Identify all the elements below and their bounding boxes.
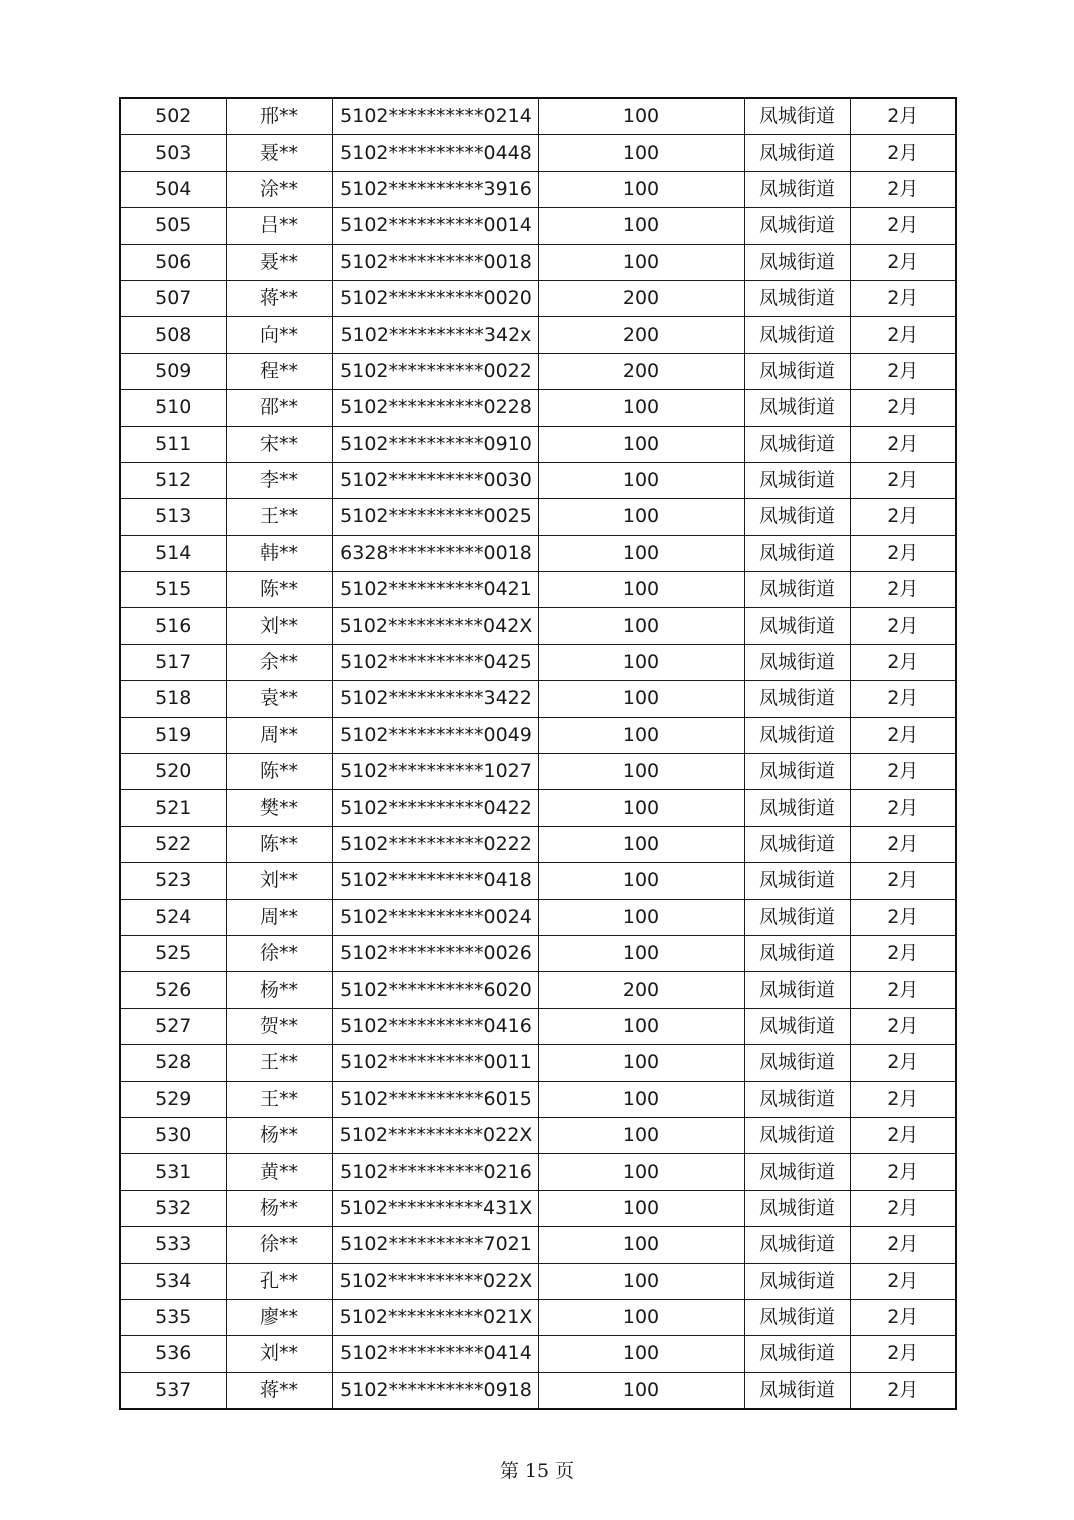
serial-number-cell: 537: [120, 1372, 226, 1409]
street-cell: 凤城街道: [744, 1263, 850, 1299]
month-cell: 2月: [850, 1372, 956, 1409]
table-body: [120, 98, 956, 1409]
amount-cell: 100: [538, 754, 744, 790]
name-cell: 王**: [226, 1081, 332, 1117]
name-cell: 韩**: [226, 535, 332, 571]
serial-number-cell: 515: [120, 572, 226, 608]
amount-cell: 100: [538, 644, 744, 680]
amount-cell: 100: [538, 426, 744, 462]
id-number-cell: 5102**********3916: [332, 171, 538, 207]
id-number-cell: 5102**********1027: [332, 754, 538, 790]
serial-number-cell: 519: [120, 717, 226, 753]
month-cell: 2月: [850, 390, 956, 426]
month-cell: 2月: [850, 208, 956, 244]
serial-number-cell: 508: [120, 317, 226, 353]
street-cell: 凤城街道: [744, 863, 850, 899]
month-cell: 2月: [850, 1045, 956, 1081]
serial-number-cell: 533: [120, 1227, 226, 1263]
serial-number-cell: 531: [120, 1154, 226, 1190]
serial-number-cell: 522: [120, 826, 226, 862]
serial-number-cell: 511: [120, 426, 226, 462]
name-cell: 涂**: [226, 171, 332, 207]
street-cell: 凤城街道: [744, 462, 850, 498]
name-cell: 陈**: [226, 572, 332, 608]
table-row: [120, 935, 956, 971]
table-row: [120, 1372, 956, 1409]
id-number-cell: 5102**********3422: [332, 681, 538, 717]
amount-cell: 100: [538, 681, 744, 717]
name-cell: 周**: [226, 717, 332, 753]
month-cell: 2月: [850, 1190, 956, 1226]
amount-cell: 200: [538, 353, 744, 389]
id-number-cell: 5102**********0014: [332, 208, 538, 244]
name-cell: 宋**: [226, 426, 332, 462]
street-cell: 凤城街道: [744, 1008, 850, 1044]
amount-cell: 100: [538, 1372, 744, 1409]
amount-cell: 100: [538, 790, 744, 826]
table-row: [120, 98, 956, 135]
amount-cell: 100: [538, 935, 744, 971]
amount-cell: 100: [538, 135, 744, 171]
serial-number-cell: 528: [120, 1045, 226, 1081]
id-number-cell: 5102**********0030: [332, 462, 538, 498]
name-cell: 余**: [226, 644, 332, 680]
month-cell: 2月: [850, 317, 956, 353]
table-row: [120, 826, 956, 862]
street-cell: 凤城街道: [744, 790, 850, 826]
id-number-cell: 5102**********0018: [332, 244, 538, 280]
id-number-cell: 5102**********0416: [332, 1008, 538, 1044]
amount-cell: 100: [538, 499, 744, 535]
month-cell: 2月: [850, 790, 956, 826]
id-number-cell: 6328**********0018: [332, 535, 538, 571]
amount-cell: 100: [538, 1045, 744, 1081]
name-cell: 樊**: [226, 790, 332, 826]
name-cell: 刘**: [226, 1336, 332, 1372]
street-cell: 凤城街道: [744, 171, 850, 207]
name-cell: 孔**: [226, 1263, 332, 1299]
amount-cell: 200: [538, 972, 744, 1008]
id-number-cell: 5102**********0421: [332, 572, 538, 608]
serial-number-cell: 502: [120, 98, 226, 135]
street-cell: 凤城街道: [744, 1117, 850, 1153]
street-cell: 凤城街道: [744, 317, 850, 353]
table-row: [120, 244, 956, 280]
serial-number-cell: 514: [120, 535, 226, 571]
id-number-cell: 5102**********6015: [332, 1081, 538, 1117]
amount-cell: 100: [538, 1336, 744, 1372]
table-row: [120, 899, 956, 935]
table-row: [120, 972, 956, 1008]
amount-cell: 200: [538, 280, 744, 316]
amount-cell: 200: [538, 317, 744, 353]
subsidy-roster-table: [119, 97, 957, 1410]
month-cell: 2月: [850, 280, 956, 316]
name-cell: 王**: [226, 1045, 332, 1081]
amount-cell: 100: [538, 98, 744, 135]
amount-cell: 100: [538, 1263, 744, 1299]
name-cell: 袁**: [226, 681, 332, 717]
name-cell: 徐**: [226, 1227, 332, 1263]
month-cell: 2月: [850, 681, 956, 717]
serial-number-cell: 527: [120, 1008, 226, 1044]
month-cell: 2月: [850, 1117, 956, 1153]
id-number-cell: 5102**********7021: [332, 1227, 538, 1263]
street-cell: 凤城街道: [744, 754, 850, 790]
serial-number-cell: 504: [120, 171, 226, 207]
street-cell: 凤城街道: [744, 1227, 850, 1263]
serial-number-cell: 507: [120, 280, 226, 316]
street-cell: 凤城街道: [744, 608, 850, 644]
serial-number-cell: 534: [120, 1263, 226, 1299]
month-cell: 2月: [850, 572, 956, 608]
street-cell: 凤城街道: [744, 1190, 850, 1226]
id-number-cell: 5102**********0910: [332, 426, 538, 462]
street-cell: 凤城街道: [744, 644, 850, 680]
month-cell: 2月: [850, 935, 956, 971]
table-row: [120, 171, 956, 207]
serial-number-cell: 512: [120, 462, 226, 498]
month-cell: 2月: [850, 972, 956, 1008]
street-cell: 凤城街道: [744, 717, 850, 753]
name-cell: 黄**: [226, 1154, 332, 1190]
month-cell: 2月: [850, 1008, 956, 1044]
table-row: [120, 1154, 956, 1190]
id-number-cell: 5102**********0918: [332, 1372, 538, 1409]
street-cell: 凤城街道: [744, 1336, 850, 1372]
street-cell: 凤城街道: [744, 208, 850, 244]
serial-number-cell: 503: [120, 135, 226, 171]
table-row: [120, 1299, 956, 1335]
table-row: [120, 1263, 956, 1299]
name-cell: 陈**: [226, 754, 332, 790]
name-cell: 贺**: [226, 1008, 332, 1044]
street-cell: 凤城街道: [744, 1081, 850, 1117]
month-cell: 2月: [850, 863, 956, 899]
amount-cell: 100: [538, 1081, 744, 1117]
amount-cell: 100: [538, 572, 744, 608]
id-number-cell: 5102**********0214: [332, 98, 538, 135]
street-cell: 凤城街道: [744, 426, 850, 462]
serial-number-cell: 505: [120, 208, 226, 244]
street-cell: 凤城街道: [744, 572, 850, 608]
amount-cell: 100: [538, 208, 744, 244]
month-cell: 2月: [850, 1336, 956, 1372]
month-cell: 2月: [850, 426, 956, 462]
street-cell: 凤城街道: [744, 826, 850, 862]
table-row: [120, 1117, 956, 1153]
id-number-cell: 5102**********042X: [332, 608, 538, 644]
amount-cell: 100: [538, 1227, 744, 1263]
table-row: [120, 426, 956, 462]
id-number-cell: 5102**********0024: [332, 899, 538, 935]
street-cell: 凤城街道: [744, 390, 850, 426]
page-number: 第 15 页: [499, 1460, 575, 1482]
table-row: [120, 280, 956, 316]
table-row: [120, 863, 956, 899]
month-cell: 2月: [850, 135, 956, 171]
street-cell: 凤城街道: [744, 1372, 850, 1409]
serial-number-cell: 509: [120, 353, 226, 389]
month-cell: 2月: [850, 644, 956, 680]
name-cell: 刘**: [226, 608, 332, 644]
month-cell: 2月: [850, 826, 956, 862]
name-cell: 徐**: [226, 935, 332, 971]
id-number-cell: 5102**********021X: [332, 1299, 538, 1335]
street-cell: 凤城街道: [744, 681, 850, 717]
table-row: [120, 135, 956, 171]
table-row: [120, 462, 956, 498]
name-cell: 聂**: [226, 135, 332, 171]
name-cell: 陈**: [226, 826, 332, 862]
month-cell: 2月: [850, 1263, 956, 1299]
street-cell: 凤城街道: [744, 280, 850, 316]
id-number-cell: 5102**********6020: [332, 972, 538, 1008]
table-row: [120, 317, 956, 353]
name-cell: 邵**: [226, 390, 332, 426]
street-cell: 凤城街道: [744, 1045, 850, 1081]
month-cell: 2月: [850, 98, 956, 135]
street-cell: 凤城街道: [744, 353, 850, 389]
name-cell: 蒋**: [226, 280, 332, 316]
table-row: [120, 608, 956, 644]
month-cell: 2月: [850, 1081, 956, 1117]
table-row: [120, 1045, 956, 1081]
table-row: [120, 754, 956, 790]
amount-cell: 100: [538, 171, 744, 207]
id-number-cell: 5102**********0425: [332, 644, 538, 680]
street-cell: 凤城街道: [744, 244, 850, 280]
amount-cell: 100: [538, 535, 744, 571]
id-number-cell: 5102**********022X: [332, 1263, 538, 1299]
month-cell: 2月: [850, 1154, 956, 1190]
table-row: [120, 208, 956, 244]
table-row: [120, 681, 956, 717]
serial-number-cell: 517: [120, 644, 226, 680]
table-row: [120, 790, 956, 826]
amount-cell: 100: [538, 717, 744, 753]
street-cell: 凤城街道: [744, 535, 850, 571]
table-row: [120, 572, 956, 608]
table-row: [120, 1336, 956, 1372]
table-row: [120, 390, 956, 426]
serial-number-cell: 535: [120, 1299, 226, 1335]
id-number-cell: 5102**********0448: [332, 135, 538, 171]
id-number-cell: 5102**********0228: [332, 390, 538, 426]
name-cell: 周**: [226, 899, 332, 935]
name-cell: 蒋**: [226, 1372, 332, 1409]
id-number-cell: 5102**********0011: [332, 1045, 538, 1081]
id-number-cell: 5102**********0414: [332, 1336, 538, 1372]
month-cell: 2月: [850, 899, 956, 935]
serial-number-cell: 526: [120, 972, 226, 1008]
serial-number-cell: 536: [120, 1336, 226, 1372]
name-cell: 邢**: [226, 98, 332, 135]
name-cell: 李**: [226, 462, 332, 498]
month-cell: 2月: [850, 535, 956, 571]
table-row: [120, 1008, 956, 1044]
name-cell: 程**: [226, 353, 332, 389]
name-cell: 向**: [226, 317, 332, 353]
street-cell: 凤城街道: [744, 899, 850, 935]
serial-number-cell: 532: [120, 1190, 226, 1226]
street-cell: 凤城街道: [744, 98, 850, 135]
amount-cell: 100: [538, 863, 744, 899]
serial-number-cell: 513: [120, 499, 226, 535]
amount-cell: 100: [538, 390, 744, 426]
street-cell: 凤城街道: [744, 499, 850, 535]
month-cell: 2月: [850, 717, 956, 753]
amount-cell: 100: [538, 608, 744, 644]
street-cell: 凤城街道: [744, 935, 850, 971]
month-cell: 2月: [850, 171, 956, 207]
serial-number-cell: 506: [120, 244, 226, 280]
name-cell: 刘**: [226, 863, 332, 899]
table-row: [120, 499, 956, 535]
id-number-cell: 5102**********0022: [332, 353, 538, 389]
id-number-cell: 5102**********431X: [332, 1190, 538, 1226]
month-cell: 2月: [850, 353, 956, 389]
name-cell: 廖**: [226, 1299, 332, 1335]
street-cell: 凤城街道: [744, 1299, 850, 1335]
table-row: [120, 644, 956, 680]
street-cell: 凤城街道: [744, 135, 850, 171]
id-number-cell: 5102**********0026: [332, 935, 538, 971]
amount-cell: 100: [538, 462, 744, 498]
table-row: [120, 717, 956, 753]
serial-number-cell: 521: [120, 790, 226, 826]
id-number-cell: 5102**********0222: [332, 826, 538, 862]
id-number-cell: 5102**********0025: [332, 499, 538, 535]
serial-number-cell: 516: [120, 608, 226, 644]
month-cell: 2月: [850, 754, 956, 790]
street-cell: 凤城街道: [744, 972, 850, 1008]
amount-cell: 100: [538, 899, 744, 935]
name-cell: 聂**: [226, 244, 332, 280]
street-cell: 凤城街道: [744, 1154, 850, 1190]
name-cell: 王**: [226, 499, 332, 535]
amount-cell: 100: [538, 1154, 744, 1190]
amount-cell: 100: [538, 1299, 744, 1335]
serial-number-cell: 518: [120, 681, 226, 717]
serial-number-cell: 525: [120, 935, 226, 971]
amount-cell: 100: [538, 1008, 744, 1044]
month-cell: 2月: [850, 1227, 956, 1263]
month-cell: 2月: [850, 462, 956, 498]
id-number-cell: 5102**********0049: [332, 717, 538, 753]
name-cell: 杨**: [226, 972, 332, 1008]
serial-number-cell: 510: [120, 390, 226, 426]
table-row: [120, 1227, 956, 1263]
id-number-cell: 5102**********0020: [332, 280, 538, 316]
serial-number-cell: 530: [120, 1117, 226, 1153]
serial-number-cell: 524: [120, 899, 226, 935]
month-cell: 2月: [850, 499, 956, 535]
name-cell: 吕**: [226, 208, 332, 244]
table-row: [120, 353, 956, 389]
amount-cell: 100: [538, 244, 744, 280]
table-row: [120, 535, 956, 571]
month-cell: 2月: [850, 608, 956, 644]
amount-cell: 100: [538, 1190, 744, 1226]
id-number-cell: 5102**********0216: [332, 1154, 538, 1190]
amount-cell: 100: [538, 1117, 744, 1153]
amount-cell: 100: [538, 826, 744, 862]
month-cell: 2月: [850, 1299, 956, 1335]
serial-number-cell: 523: [120, 863, 226, 899]
table-row: [120, 1190, 956, 1226]
name-cell: 杨**: [226, 1117, 332, 1153]
table-row: [120, 1081, 956, 1117]
serial-number-cell: 520: [120, 754, 226, 790]
id-number-cell: 5102**********0422: [332, 790, 538, 826]
month-cell: 2月: [850, 244, 956, 280]
id-number-cell: 5102**********0418: [332, 863, 538, 899]
id-number-cell: 5102**********342x: [332, 317, 538, 353]
serial-number-cell: 529: [120, 1081, 226, 1117]
id-number-cell: 5102**********022X: [332, 1117, 538, 1153]
name-cell: 杨**: [226, 1190, 332, 1226]
